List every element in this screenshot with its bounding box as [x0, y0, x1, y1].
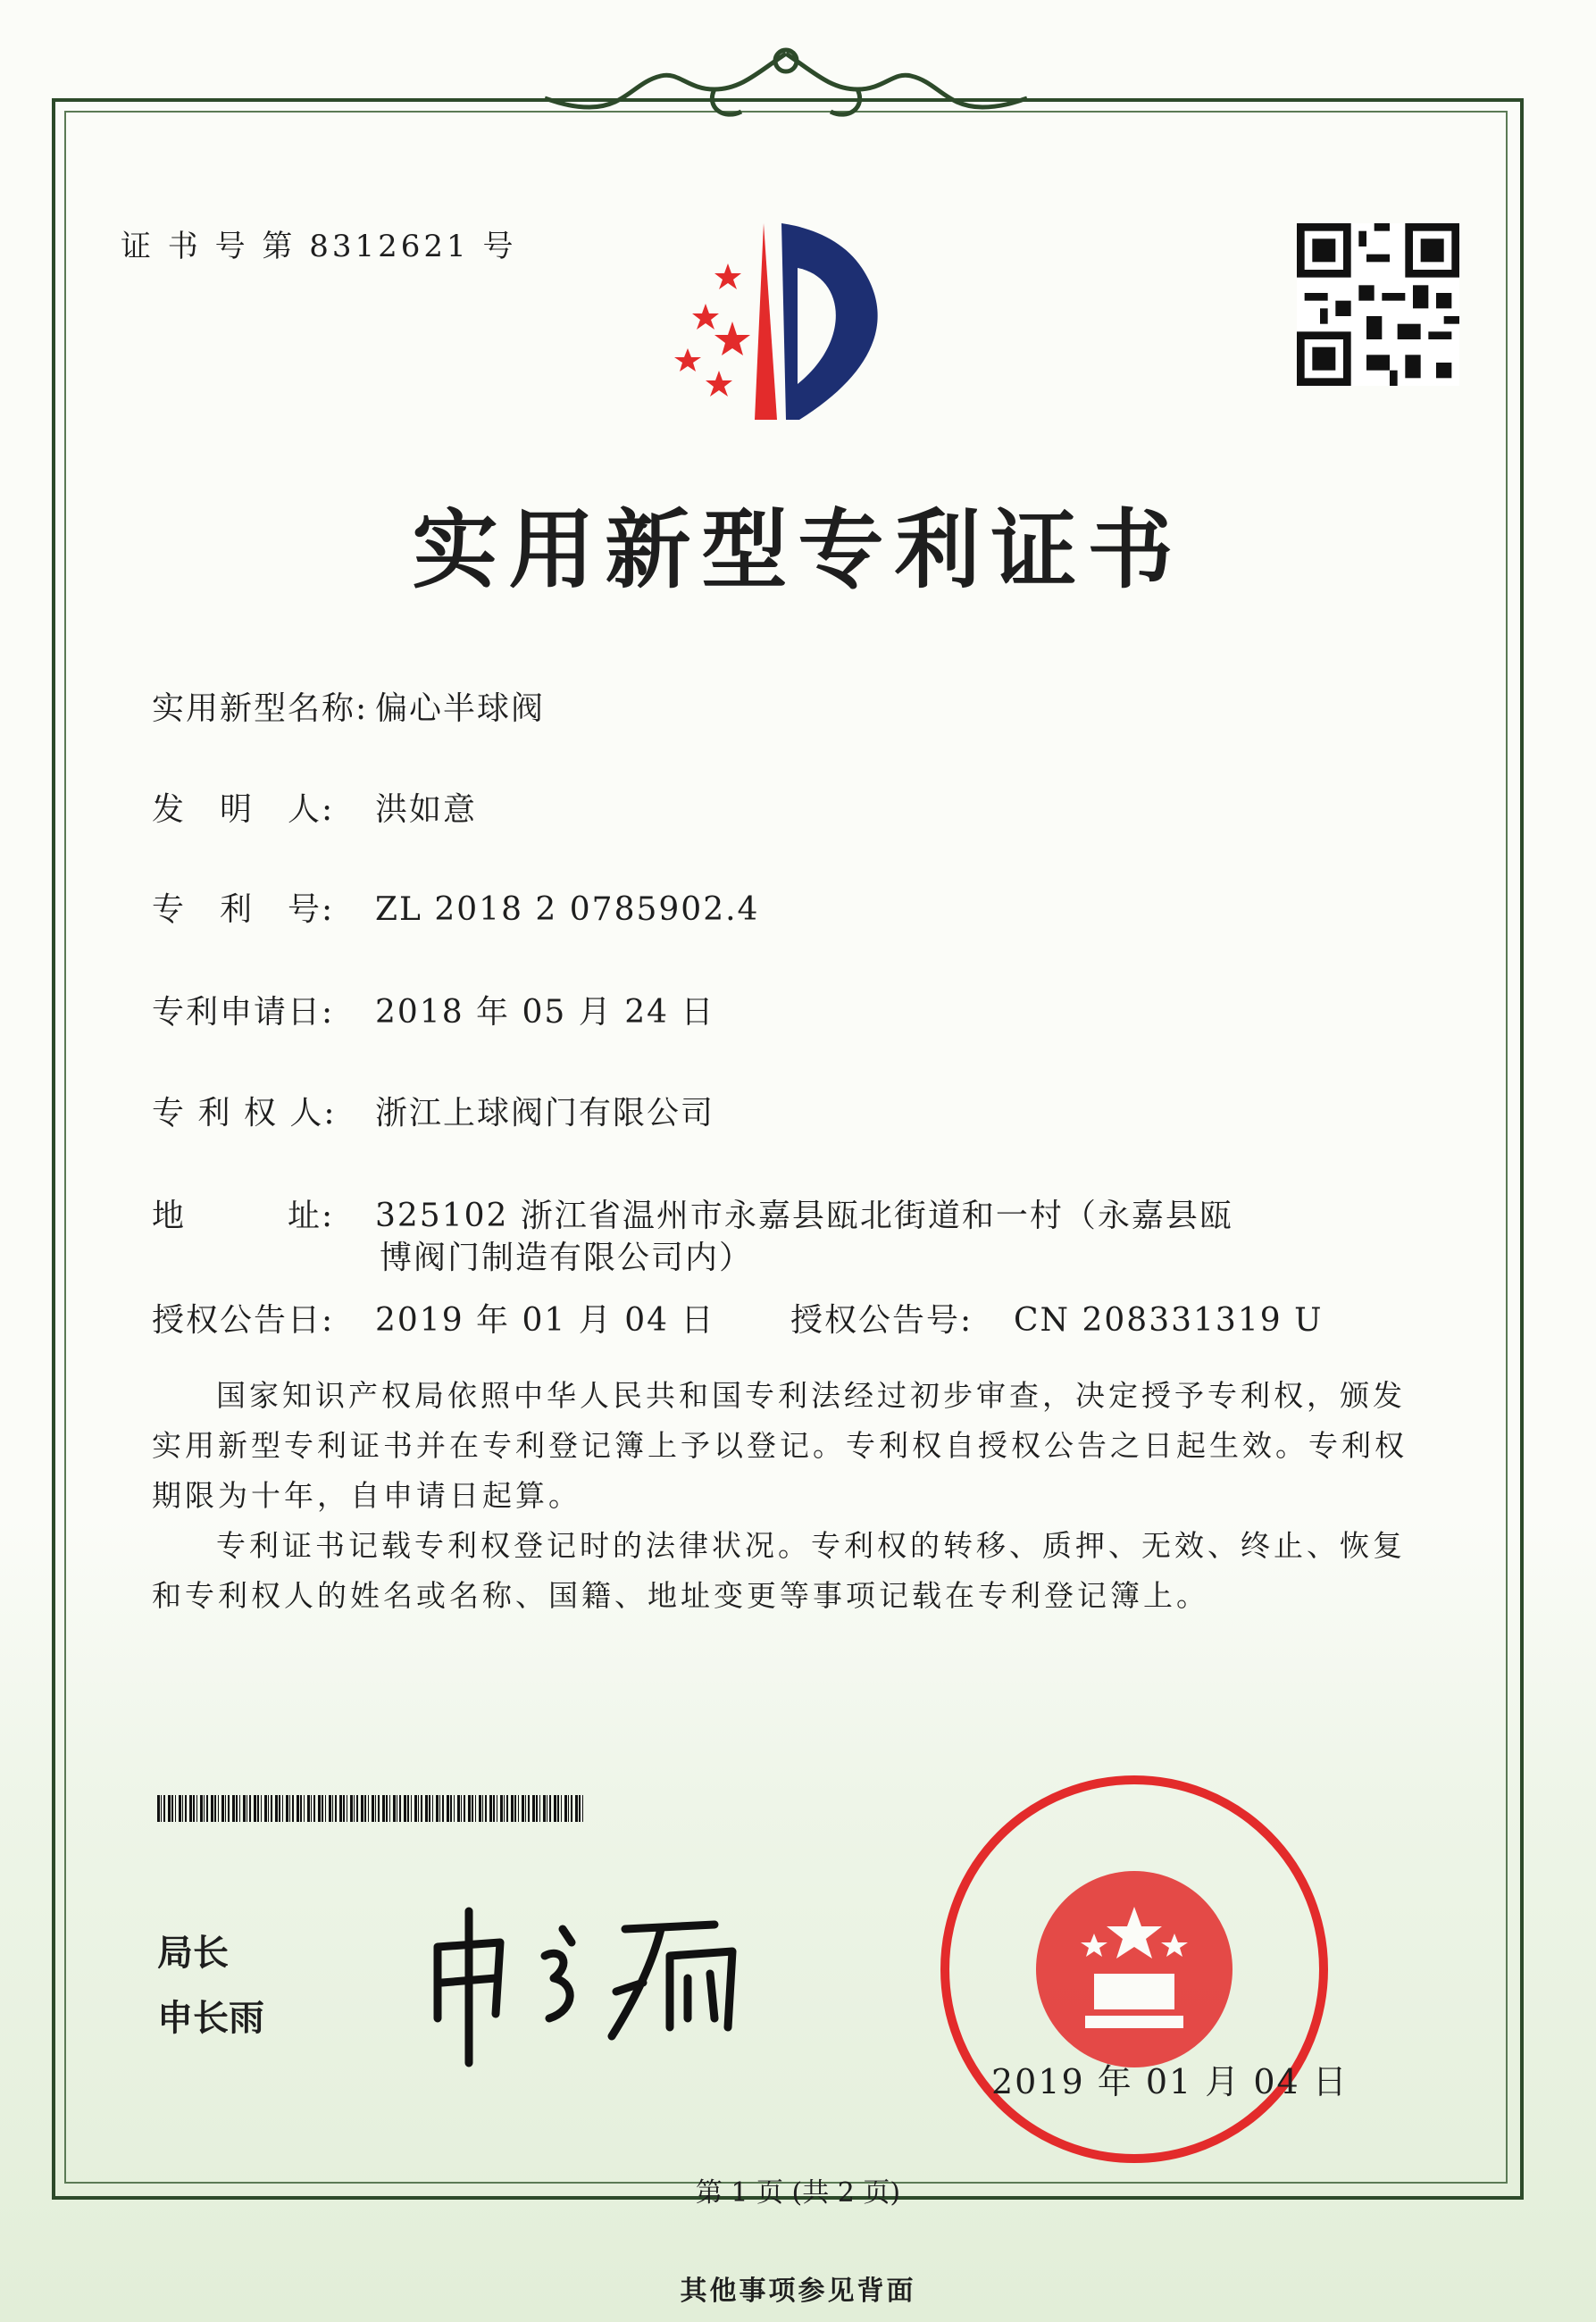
field-patent-number	[152, 884, 759, 930]
field-value: 2018 年 05 月 24 日	[375, 994, 715, 1031]
field-value: 2019 年 01 月 04 日	[375, 1302, 715, 1339]
patent-office-logo-icon	[656, 214, 915, 420]
qr-code-icon	[1297, 223, 1459, 386]
back-side-note: 其他事项参见背面	[680, 2276, 916, 2307]
field-value: 偏心半球阀	[375, 690, 546, 727]
field-label: 专 利 权 人:	[152, 1095, 337, 1132]
certificate-number: 证 书 号 第 8312621 号	[121, 229, 517, 264]
field-label: 实用新型名称:	[152, 690, 369, 727]
field-value: 浙江上球阀门有限公司	[375, 1095, 715, 1132]
page-number: 第 1 页 (共 2 页)	[695, 2177, 901, 2209]
field-value: ZL 2018 2 0785902.4	[375, 891, 760, 928]
field-inventor	[152, 784, 477, 830]
field-grant-date	[152, 1295, 714, 1341]
seal-date: 2019 年 01 月 04 日	[991, 2062, 1349, 2101]
field-patentee	[152, 1088, 714, 1133]
field-utility-model-name	[152, 683, 545, 729]
field-label: 发 明 人:	[152, 791, 335, 828]
official-seal-icon	[938, 1773, 1331, 2166]
certificate-body	[152, 1371, 1420, 1621]
field-address	[152, 1190, 1233, 1236]
barcode-icon	[157, 1795, 584, 1822]
field-label: 地 址:	[152, 1198, 335, 1234]
field-value: CN 208331319 U	[1014, 1302, 1324, 1339]
field-label: 专利申请日:	[152, 994, 335, 1031]
field-value: 325102 浙江省温州市永嘉县瓯北街道和一村（永嘉县瓯	[375, 1198, 1233, 1234]
certificate-title: 实用新型专利证书	[412, 500, 1184, 600]
signature-icon	[420, 1893, 795, 2072]
field-value: 洪如意	[375, 791, 478, 828]
director-name: 申长雨	[157, 1998, 264, 2039]
field-label: 授权公告日:	[152, 1302, 335, 1339]
field-grant-number	[790, 1295, 1323, 1341]
top-ornament-icon	[536, 36, 1036, 143]
field-address-line2: 博阀门制造有限公司内）	[380, 1240, 754, 1276]
director-title: 局长	[157, 1933, 229, 1974]
field-filing-date	[152, 987, 714, 1032]
body-paragraph: 专利证书记载专利权登记时的法律状况。专利权的转移、质押、无效、终止、恢复和专利权人的姓名或名称、国籍、地址变更等事项记载在专利登记簿上。	[152, 1528, 1406, 1613]
field-label: 授权公告号:	[790, 1302, 973, 1339]
body-paragraph: 国家知识产权局依照中华人民共和国专利法经过初步审查，决定授予专利权，颁发实用新型专利证书并在专利登记簿上予以登记。专利权自授权公告之日起生效。专利权期限为十年，自申请日起算。	[152, 1378, 1408, 1513]
field-label: 专 利 号:	[152, 891, 335, 928]
